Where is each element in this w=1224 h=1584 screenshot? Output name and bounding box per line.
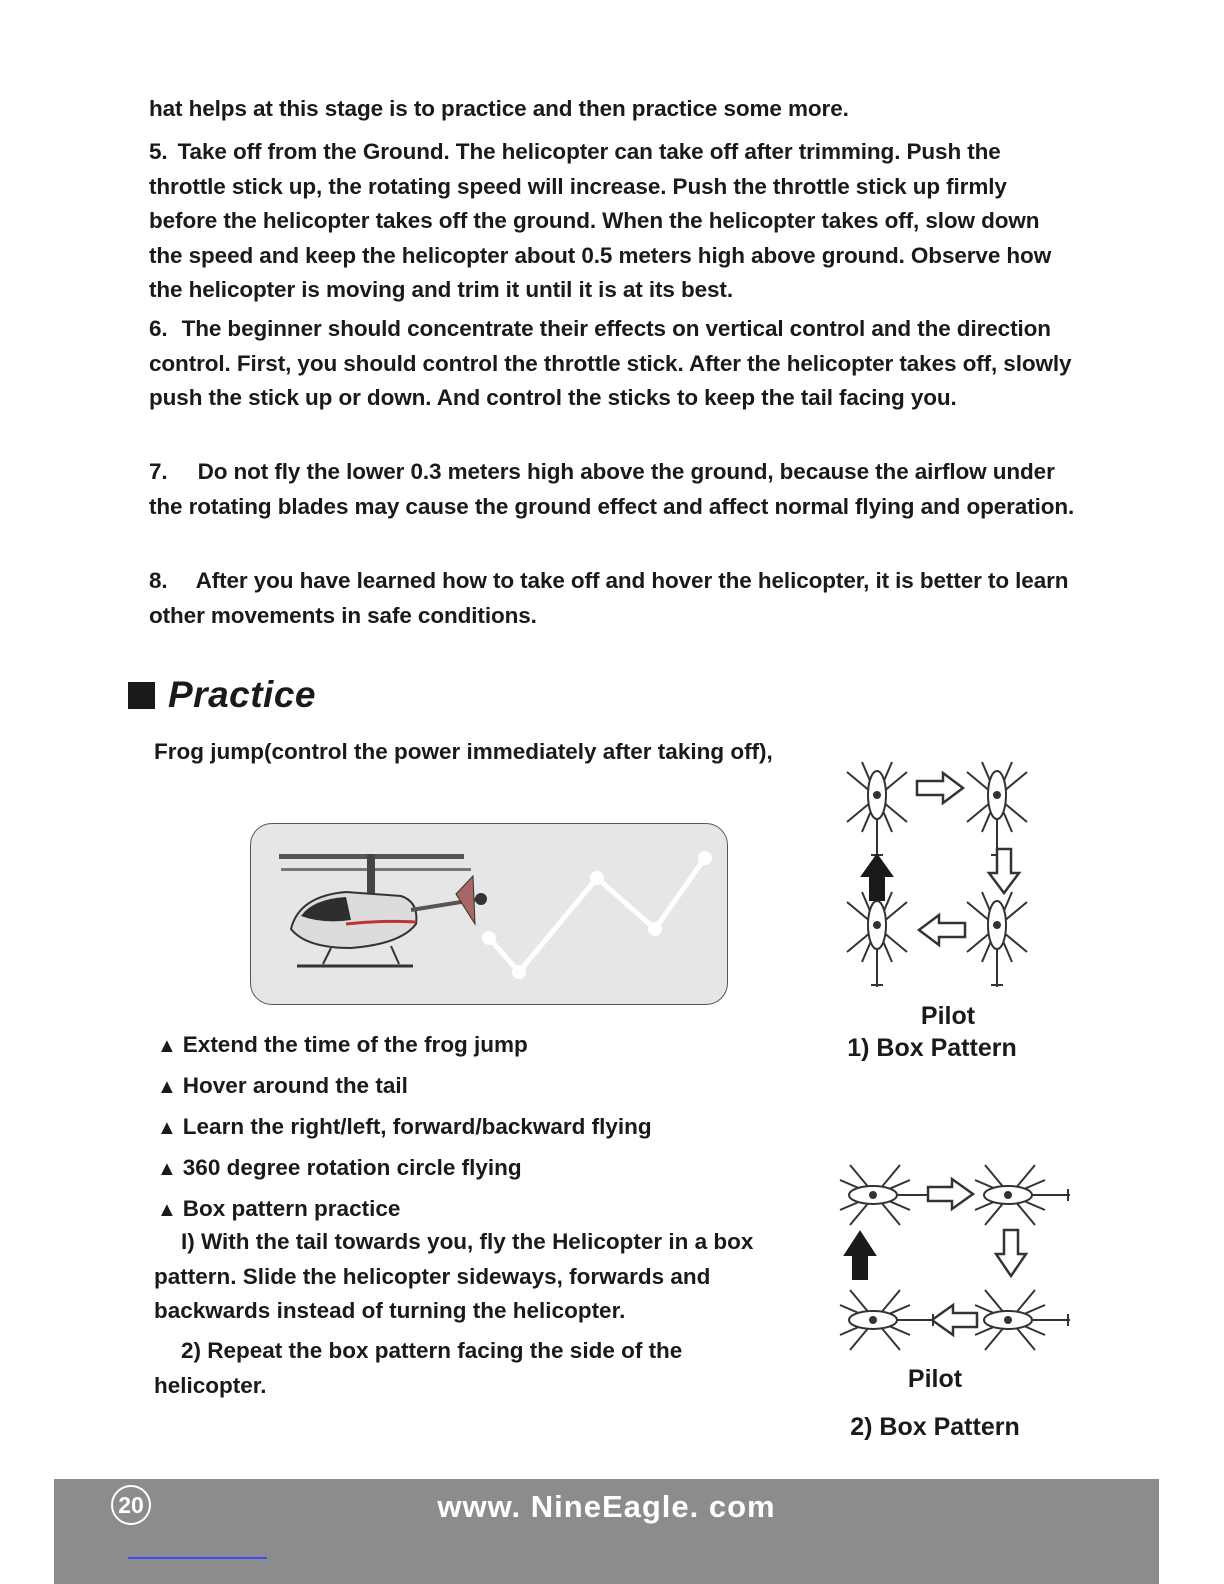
- arrow-left-icon: [919, 915, 965, 945]
- list-item: ▲ Hover around the tail: [157, 1066, 797, 1107]
- frog-jump-illustration: [250, 823, 728, 1005]
- triangle-bullet-icon: ▲: [157, 1199, 177, 1221]
- helicopter-side-view-icon: [840, 1290, 935, 1350]
- step-6-text: The beginner should concentrate their effects on vertical control and the direction control. First, you should control the throttle stick. After the helicopter takes off, slowly push the stick up or down. And control the sticks to keep the tail facing you.: [149, 316, 1072, 410]
- triangle-bullet-icon: ▲: [157, 1035, 177, 1057]
- helicopter-side-view-icon: [840, 1165, 935, 1225]
- box-pattern-1-diagram: [835, 755, 1050, 1000]
- page-number: 20: [111, 1485, 151, 1525]
- pilot-label-2: Pilot: [907, 1365, 963, 1393]
- box-pattern-2-text: 2) Repeat the box pattern facing the side of the helicopter.: [154, 1338, 683, 1398]
- step-8-text: After you have learned how to take off and hover the helicopter, it is better to learn other movements in safe conditions.: [149, 568, 1069, 628]
- jump-point: [590, 871, 604, 885]
- jump-point: [648, 922, 662, 936]
- helicopter-side-view-icon: [975, 1165, 1070, 1225]
- triangle-bullet-icon: ▲: [157, 1117, 177, 1139]
- box-pattern-1-text: I) With the tail towards you, fly the Helicopter in a box pattern. Slide the helicopter sideways, forwards and backwards instead of turning the helicopter.: [154, 1229, 754, 1323]
- step-8-number: 8.: [149, 568, 168, 593]
- box-pattern-2-caption: 2) Box Pattern: [850, 1413, 1020, 1441]
- step-5: [149, 135, 1079, 308]
- helicopter-icon: [279, 854, 487, 966]
- step-7-text: Do not fly the lower 0.3 meters high above the ground, because the airflow under the rotating blades may cause the ground effect and affect normal flying and operation.: [149, 459, 1075, 519]
- list-item: ▲ Box pattern practice: [157, 1189, 797, 1230]
- arrow-left-icon: [932, 1305, 977, 1335]
- step-5-text: Take off from the Ground. The helicopter can take off after trimming. Push the throttle stick up, the rotating speed will increase. Push the throttle stick up firmly before the helicopter takes off the ground. When the helicopter takes off, slow down the speed and keep the helicopter about 0.5 meters high above ground. Observe how the helicopter is moving and trim it until it is at its best.: [149, 139, 1052, 302]
- frog-jump-graphic: [251, 824, 727, 1004]
- list-item: ▲ Learn the right/left, forward/backward flying: [157, 1107, 797, 1148]
- jump-point: [512, 965, 526, 979]
- section-title: Practice: [168, 674, 316, 715]
- page-footer: [54, 1479, 1159, 1584]
- arrow-right-icon: [917, 773, 963, 803]
- triangle-bullet-icon: ▲: [157, 1076, 177, 1098]
- jump-point: [698, 851, 712, 865]
- section-heading: [128, 672, 316, 718]
- arrow-up-icon: [862, 855, 892, 900]
- intro-line: hat helps at this stage is to practice and then practice some more.: [149, 96, 849, 121]
- list-item: ▲ Extend the time of the frog jump: [157, 1025, 797, 1066]
- step-7: [149, 455, 1079, 524]
- pilot-label-1: Pilot: [920, 1002, 976, 1030]
- arrow-up-icon: [845, 1232, 875, 1279]
- step-6: [149, 312, 1079, 416]
- list-item: ▲ 360 degree rotation circle flying: [157, 1148, 797, 1189]
- practice-list: [157, 1025, 797, 1230]
- box-pattern-2-diagram: [830, 1160, 1080, 1360]
- jump-point: [482, 931, 496, 945]
- arrow-right-icon: [928, 1179, 973, 1209]
- link-underline: [128, 1557, 267, 1559]
- arrow-down-icon: [996, 1230, 1026, 1276]
- helicopter-top-view-icon: [967, 892, 1027, 987]
- step-7-number: 7.: [149, 459, 168, 484]
- footer-url: www. NineEagle. com: [437, 1489, 776, 1524]
- helicopter-top-view-icon: [967, 762, 1027, 857]
- frog-jump-text: Frog jump(control the power immediately after taking off),: [154, 739, 773, 764]
- box-pattern-1-caption: 1) Box Pattern: [847, 1034, 1017, 1062]
- helicopter-side-view-icon: [975, 1290, 1070, 1350]
- step-8: [149, 564, 1079, 633]
- square-bullet-icon: [128, 682, 155, 709]
- triangle-bullet-icon: ▲: [157, 1158, 177, 1180]
- helicopter-top-view-icon: [847, 892, 907, 987]
- step-6-number: 6.: [149, 316, 168, 341]
- helicopter-top-view-icon: [847, 762, 907, 857]
- step-5-number: 5.: [149, 139, 168, 164]
